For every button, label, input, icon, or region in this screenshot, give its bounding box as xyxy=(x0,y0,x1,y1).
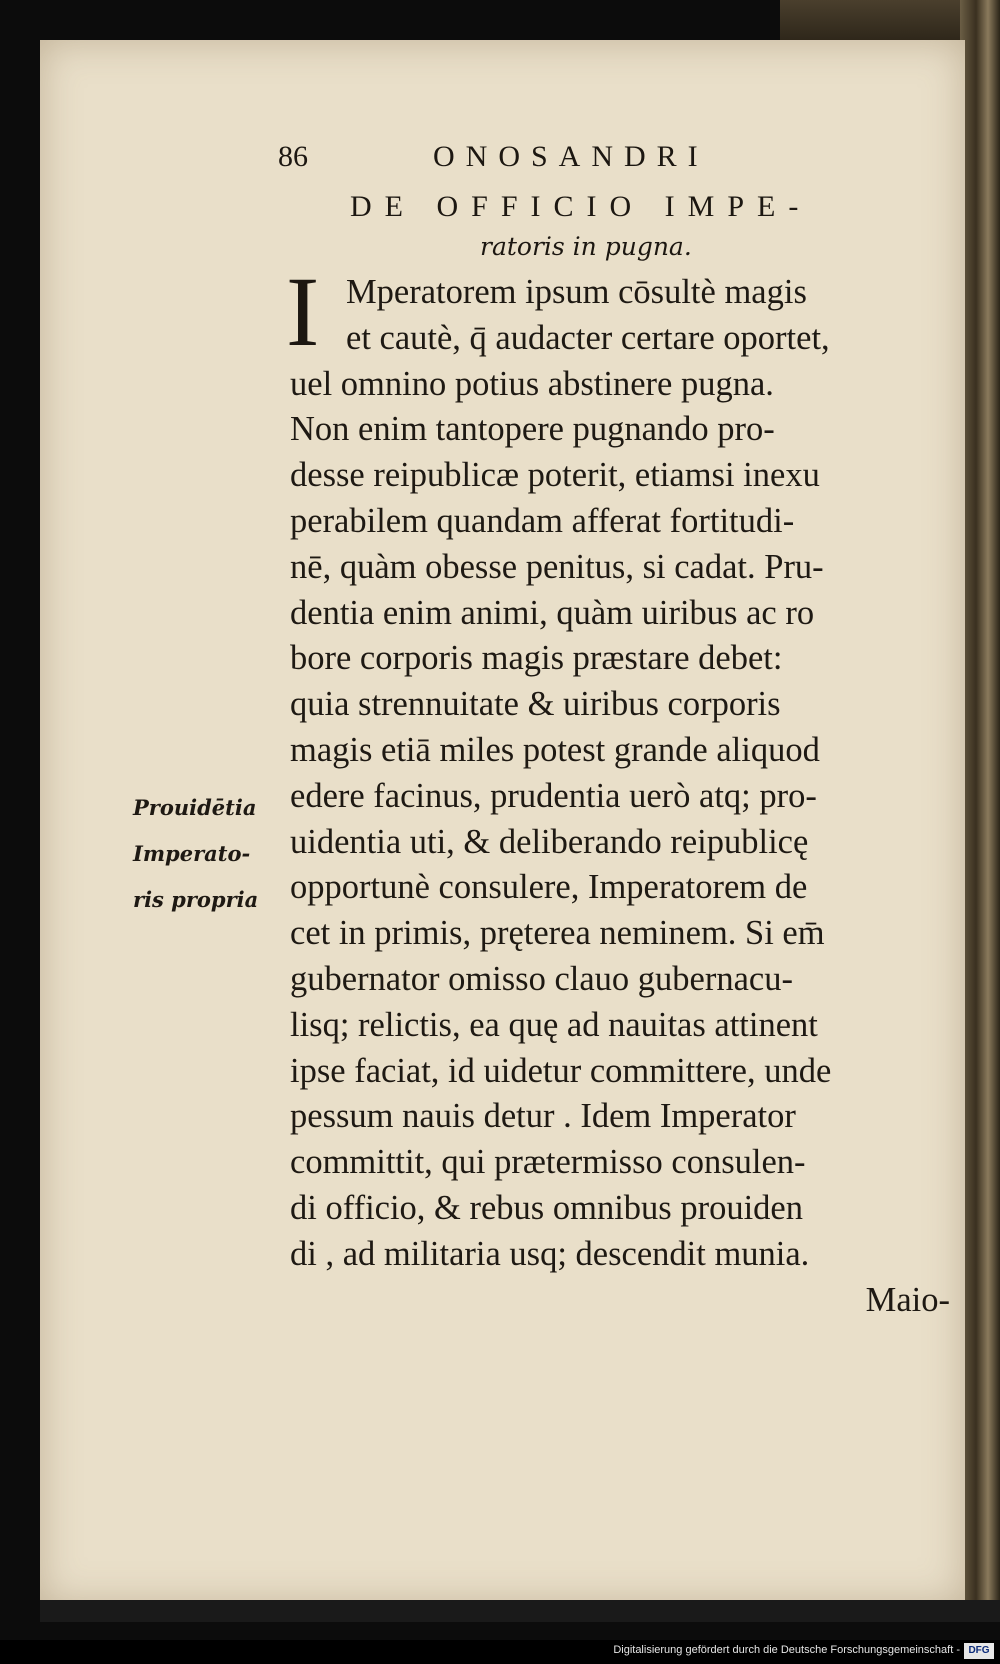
text-line: cet in primis, pręterea neminem. Si em̄ xyxy=(290,914,825,953)
chapter-subtitle: ratoris in pugna. xyxy=(480,232,692,261)
text-line: nē, quàm obesse penitus, si cadat. Pru- xyxy=(290,547,824,586)
text-line: perabilem quandam afferat fortitudi- xyxy=(290,501,795,540)
text-line: uidentia uti, & deliberando reipublicę xyxy=(290,822,809,861)
marginal-note xyxy=(133,785,293,922)
digitization-credit: Digitalisierung gefördert durch die Deutsche Forschungsgemeinschaft - xyxy=(613,1644,960,1656)
text-line: di officio, & rebus omnibus prouiden xyxy=(290,1188,803,1227)
text-line: dentia enim animi, quàm uiribus ac ro xyxy=(290,593,815,632)
catchword: Maio- xyxy=(865,1280,950,1319)
text-line: pessum nauis detur . Idem Imperator xyxy=(290,1097,796,1136)
text-line: lisq; relictis, ea quę ad nauitas attinent xyxy=(290,1005,818,1044)
text-line: magis etiā miles potest grande aliquod xyxy=(290,730,820,769)
marginal-note-line: Imperato- xyxy=(133,840,251,866)
dfg-logo: DFG xyxy=(964,1643,994,1659)
page-bottom-shadow xyxy=(40,1600,1000,1622)
text-line: desse reipublicæ poterit, etiamsi inexu xyxy=(290,456,820,495)
text-line: quia strennuitate & uiribus corporis xyxy=(290,685,781,724)
book-binding-edge xyxy=(960,0,1000,1620)
marginal-note-line: Prouidētia xyxy=(133,795,257,820)
text-line: di , ad militaria usq; descendit munia. xyxy=(290,1234,810,1273)
text-line: et cautè, q̄ audacter certare oportet, xyxy=(346,318,830,357)
body-text xyxy=(290,270,950,1323)
text-line: ipse faciat, id uidetur committere, unde xyxy=(290,1051,832,1090)
text-line: Non enim tantopere pugnando pro- xyxy=(290,410,775,449)
running-head: ONOSANDRI xyxy=(433,140,709,173)
page-number: 86 xyxy=(278,140,308,173)
marginal-note-line: ris propria xyxy=(133,886,259,912)
text-line: bore corporis magis præstare debet: xyxy=(290,639,783,678)
text-line: committit, qui prætermisso consulen- xyxy=(290,1143,806,1182)
text-line: uel omnino potius abstinere pugna. xyxy=(290,364,774,403)
digitization-credit-bar xyxy=(0,1640,1000,1664)
drop-cap: I xyxy=(286,256,320,367)
text-line: gubernator omisso clauo gubernacu- xyxy=(290,959,793,998)
text-line: Mperatorem ipsum cōsultè magis xyxy=(346,273,807,311)
text-line: opportunè consulere, Imperatorem de xyxy=(290,868,808,907)
chapter-title: DE OFFICIO IMPE- xyxy=(350,190,812,223)
page-header xyxy=(278,140,798,180)
text-line: edere facinus, prudentia uerò atq; pro- xyxy=(290,776,817,815)
